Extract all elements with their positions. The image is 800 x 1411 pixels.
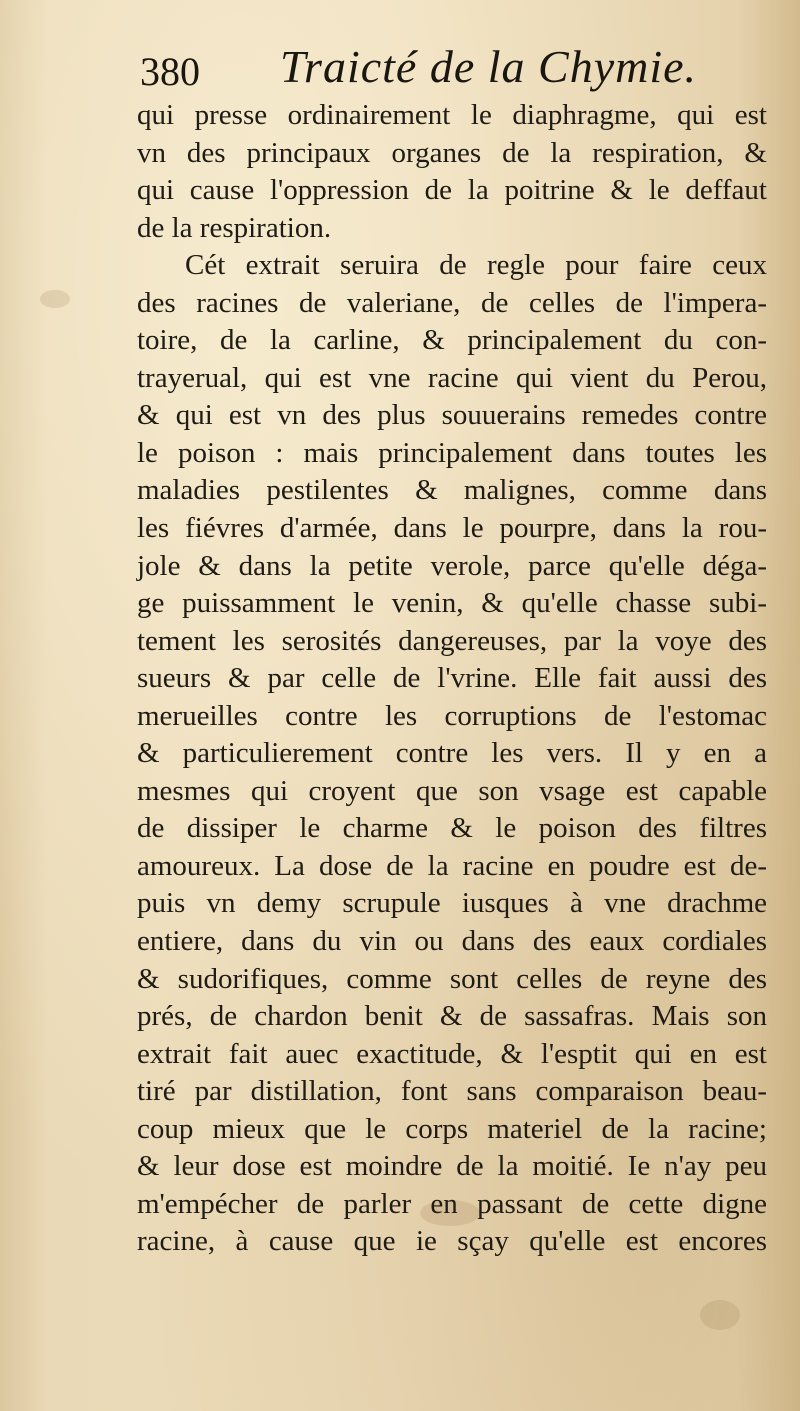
- text-line: m'empécher de parler en passant de cette digne: [137, 1187, 767, 1220]
- text-line: puis vn demy scrupule iusques à vne drachme: [137, 887, 767, 920]
- text-line: qui presse ordinairement le diaphragme, qui est: [137, 99, 767, 131]
- text-line: maladies pestilentes & malignes, comme dans: [137, 474, 767, 507]
- text-line: & sudorifiques, comme sont celles de reyne des: [137, 962, 767, 995]
- text-line: de la respiration.: [137, 211, 332, 244]
- running-title: Traicté de la Chymie.: [280, 41, 698, 92]
- text-line: sueurs & par celle de l'vrine. Elle fait aussi des: [137, 662, 767, 695]
- text-line: le poison : mais principalement dans toutes les: [137, 436, 767, 469]
- text-line: qui cause l'oppression de la poitrine & le deffaut: [137, 174, 767, 207]
- text-line: entiere, dans du vin ou dans des eaux cordiales: [137, 925, 767, 958]
- text-line: tement les serosités dangereuses, par la voye des: [137, 624, 767, 657]
- page-header: [140, 40, 760, 100]
- paper-stain: [40, 290, 70, 308]
- text-line: prés, de chardon benit & de sassafras. Mais son: [137, 1000, 767, 1033]
- page-number: 380: [140, 49, 200, 94]
- text-line: des racines de valeriane, de celles de l'impera-: [137, 286, 767, 319]
- text-line: trayerual, qui est vne racine qui vient du Perou,: [137, 361, 767, 394]
- text-line: Cét extrait seruira de regle pour faire ceux: [185, 249, 767, 282]
- text-line: de dissiper le charme & le poison des filtres: [137, 812, 767, 845]
- text-line: amoureux. La dose de la racine en poudre est de-: [137, 849, 767, 882]
- text-line: mesmes qui croyent que son vsage est capable: [137, 774, 767, 807]
- body-text: [137, 97, 767, 1261]
- text-line: extrait fait auec exactitude, & l'esptit qui en est: [137, 1037, 767, 1070]
- paper-stain: [700, 1300, 740, 1330]
- text-line: & qui est vn des plus souuerains remedes contre: [137, 399, 767, 432]
- text-line: & leur dose est moindre de la moitié. Ie n'ay peu: [137, 1150, 767, 1183]
- text-line: coup mieux que le corps materiel de la racine;: [137, 1112, 767, 1145]
- text-line: jole & dans la petite verole, parce qu'elle déga-: [137, 549, 767, 582]
- text-line: & particulierement contre les vers. Il y en a: [137, 737, 767, 770]
- text-line: merueilles contre les corruptions de l'estomac: [137, 699, 767, 732]
- text-line: vn des principaux organes de la respiration, &: [137, 136, 767, 169]
- text-line: racine, à cause que ie sçay qu'elle est encores: [137, 1225, 767, 1258]
- text-line: tiré par distillation, font sans comparaison beau-: [137, 1075, 767, 1108]
- text-line: les fiévres d'armée, dans le pourpre, dans la rou-: [137, 512, 767, 545]
- text-line: ge puissamment le venin, & qu'elle chasse subi-: [137, 587, 767, 620]
- text-line: toire, de la carline, & principalement du con-: [137, 324, 767, 357]
